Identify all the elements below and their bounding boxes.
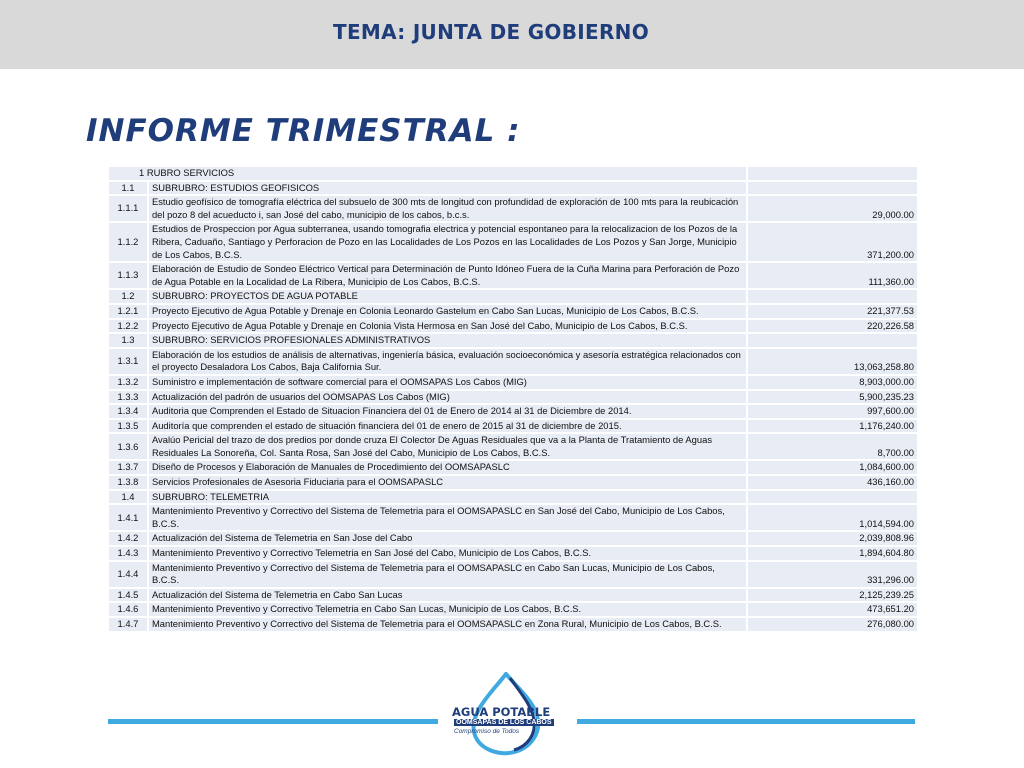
table-row <box>109 334 917 347</box>
table-row <box>109 263 917 288</box>
row-amount: 13,063,258.80 <box>748 349 917 374</box>
row-code: 1.3.1 <box>109 349 147 374</box>
table-row <box>109 405 917 418</box>
row-amount: 29,000.00 <box>748 196 917 221</box>
row-amount: 111,360.00 <box>748 263 917 288</box>
row-amount: 1,084,600.00 <box>748 461 917 474</box>
row-amount <box>748 491 917 504</box>
table-row <box>109 167 917 180</box>
table-row <box>109 603 917 616</box>
row-amount: 5,900,235.23 <box>748 391 917 404</box>
rubro-heading: 1 RUBRO SERVICIOS <box>109 167 746 180</box>
table-row <box>109 547 917 560</box>
row-description: Estudios de Prospeccion por Agua subterranea, usando tomografia electrica y potencial espontaneo para la relocalizacion de los Pozos de la Ribera, Caduaño, Santiago y Perforacion de Pozo en las Localidades de Los Pozos en las Localidades de Los Pozos y San Jorge, Municipio de Los Cabos, B.C.S. <box>149 223 746 261</box>
table-row <box>109 223 917 261</box>
row-amount: 8,700.00 <box>748 434 917 459</box>
row-description: Mantenimiento Preventivo y Correctivo del Sistema de Telemetria para el OOMSAPASLC en Cabo San Lucas, Municipio de Los Cabos, B.C.S. <box>149 562 746 587</box>
row-amount: 997,600.00 <box>748 405 917 418</box>
row-amount: 1,176,240.00 <box>748 420 917 433</box>
row-description: Mantenimiento Preventivo y Correctivo Telemetria en San José del Cabo, Municipio de Los Cabos, B.C.S. <box>149 547 746 560</box>
row-amount: 473,651.20 <box>748 603 917 616</box>
row-code: 1.1.3 <box>109 263 147 288</box>
report-table-container <box>109 165 919 633</box>
row-description: Mantenimiento Preventivo y Correctivo del Sistema de Telemetria para el OOMSAPASLC en Zona Rural, Municipio de Los Cabos, B.C.S. <box>149 618 746 631</box>
row-amount <box>748 167 917 180</box>
footer-divider-left <box>108 719 438 724</box>
row-description: Proyecto Ejecutivo de Agua Potable y Drenaje en Colonia Leonardo Gastelum en Cabo San Lucas, Municipio de Los Cabos, B.C.S. <box>149 305 746 318</box>
row-amount <box>748 290 917 303</box>
logo-text-org: OOMSAPAS DE LOS CABOS <box>456 719 552 726</box>
row-amount <box>748 334 917 347</box>
row-amount: 436,160.00 <box>748 476 917 489</box>
row-description: Proyecto Ejecutivo de Agua Potable y Drenaje en Colonia Vista Hermosa en San José del Cabo, Municipio de Los Cabos, B.C.S. <box>149 320 746 333</box>
row-code: 1.3.5 <box>109 420 147 433</box>
table-row <box>109 562 917 587</box>
table-row <box>109 491 917 504</box>
header-band <box>0 0 1024 69</box>
tema-title: TEMA: JUNTA DE GOBIERNO <box>333 20 650 44</box>
row-code: 1.4.1 <box>109 505 147 530</box>
table-row <box>109 196 917 221</box>
row-code: 1.1 <box>109 182 147 195</box>
row-code: 1.3.7 <box>109 461 147 474</box>
row-description: Elaboración de los estudios de análisis de alternativas, ingeniería básica, evaluación socioeconómica y asesoría estratégica relacionados con el proyecto Desaladora Los Cabos, Baja California Sur. <box>149 349 746 374</box>
table-row <box>109 182 917 195</box>
row-description: Suministro e implementación de software comercial para el OOMSAPAS Los Cabos (MIG) <box>149 376 746 389</box>
table-row <box>109 349 917 374</box>
row-code: 1.4.2 <box>109 532 147 545</box>
logo-text-main: AGUA POTABLE <box>452 705 551 719</box>
row-description: Mantenimiento Preventivo y Correctivo Telemetria en Cabo San Lucas, Municipio de Los Cabos, B.C.S. <box>149 603 746 616</box>
table-row <box>109 505 917 530</box>
table-row <box>109 461 917 474</box>
row-amount: 8,903,000.00 <box>748 376 917 389</box>
row-code: 1.3.2 <box>109 376 147 389</box>
row-description: Diseño de Procesos y Elaboración de Manuales de Procedimiento del OOMSAPASLC <box>149 461 746 474</box>
row-description: Actualización del Sistema de Telemetria en Cabo San Lucas <box>149 589 746 602</box>
row-description: Auditoria que Comprenden el Estado de Situacion Financiera del 01 de Enero de 2014 al 31 de Diciembre de 2014. <box>149 405 746 418</box>
table-row <box>109 434 917 459</box>
row-code: 1.3.4 <box>109 405 147 418</box>
row-description: SUBRUBRO: TELEMETRIA <box>149 491 746 504</box>
row-description: SUBRUBRO: SERVICIOS PROFESIONALES ADMINISTRATIVOS <box>149 334 746 347</box>
row-code: 1.4.7 <box>109 618 147 631</box>
report-table-body <box>109 167 917 631</box>
row-amount: 371,200.00 <box>748 223 917 261</box>
oomsapas-logo <box>440 672 570 756</box>
row-code: 1.4.6 <box>109 603 147 616</box>
row-code: 1.2.2 <box>109 320 147 333</box>
row-code: 1.3.3 <box>109 391 147 404</box>
row-code: 1.1.2 <box>109 223 147 261</box>
row-description: Mantenimiento Preventivo y Correctivo del Sistema de Telemetria para el OOMSAPASLC en San José del Cabo, Municipio de Los Cabos, B.C.S. <box>149 505 746 530</box>
row-description: Auditoría que comprenden el estado de situación financiera del 01 de enero de 2015 al 31 de diciembre de 2015. <box>149 420 746 433</box>
row-code: 1.4 <box>109 491 147 504</box>
footer-divider-right <box>577 719 915 724</box>
table-row <box>109 290 917 303</box>
row-code: 1.3 <box>109 334 147 347</box>
row-code: 1.1.1 <box>109 196 147 221</box>
row-description: Avalúo Pericial del trazo de dos predios por donde cruza El Colector De Aguas Residuales que va a la Planta de Tratamiento de Aguas Residuales La Sonoreña, Col. Santa Rosa, San José del Cabo, Municipio de Los Cabos, B.C.S. <box>149 434 746 459</box>
row-description: Actualización del Sistema de Telemetria en San Jose del Cabo <box>149 532 746 545</box>
logo-text-slogan: Compromiso de Todos <box>454 728 520 735</box>
table-row <box>109 476 917 489</box>
row-code: 1.2 <box>109 290 147 303</box>
row-amount <box>748 182 917 195</box>
row-amount: 2,039,808.96 <box>748 532 917 545</box>
row-description: Estudio geofísico de tomografía eléctrica del subsuelo de 300 mts de longitud con profundidad de exploración de 100 mts para la reubicación del pozo 8 del acueducto i, san José del cabo, municipio de los cabos, b.c.s. <box>149 196 746 221</box>
table-row <box>109 420 917 433</box>
table-row <box>109 376 917 389</box>
row-amount: 331,296.00 <box>748 562 917 587</box>
table-row <box>109 320 917 333</box>
row-amount: 1,894,604.80 <box>748 547 917 560</box>
table-row <box>109 305 917 318</box>
row-code: 1.4.4 <box>109 562 147 587</box>
row-code: 1.2.1 <box>109 305 147 318</box>
row-amount: 276,080.00 <box>748 618 917 631</box>
table-row <box>109 532 917 545</box>
row-amount: 1,014,594.00 <box>748 505 917 530</box>
row-description: Servicios Profesionales de Asesoria Fiduciaria para el OOMSAPASLC <box>149 476 746 489</box>
table-row <box>109 589 917 602</box>
row-description: SUBRUBRO: ESTUDIOS GEOFISICOS <box>149 182 746 195</box>
row-amount: 221,377.53 <box>748 305 917 318</box>
table-row <box>109 391 917 404</box>
row-description: SUBRUBRO: PROYECTOS DE AGUA POTABLE <box>149 290 746 303</box>
report-table <box>107 165 919 633</box>
row-code: 1.3.8 <box>109 476 147 489</box>
page-title: INFORME TRIMESTRAL : <box>86 113 521 149</box>
row-description: Elaboración de Estudio de Sondeo Eléctrico Vertical para Determinación de Punto Idóneo Fuera de la Cuña Marina para Perforación de Pozo de Agua Potable en la Localidad de La Ribera, Municipio de Los Cabos, B.C.S. <box>149 263 746 288</box>
row-code: 1.4.3 <box>109 547 147 560</box>
row-description: Actualización del padrón de usuarios del OOMSAPAS Los Cabos (MIG) <box>149 391 746 404</box>
table-row <box>109 618 917 631</box>
row-code: 1.4.5 <box>109 589 147 602</box>
row-code: 1.3.6 <box>109 434 147 459</box>
row-amount: 2,125,239.25 <box>748 589 917 602</box>
row-amount: 220,226.58 <box>748 320 917 333</box>
